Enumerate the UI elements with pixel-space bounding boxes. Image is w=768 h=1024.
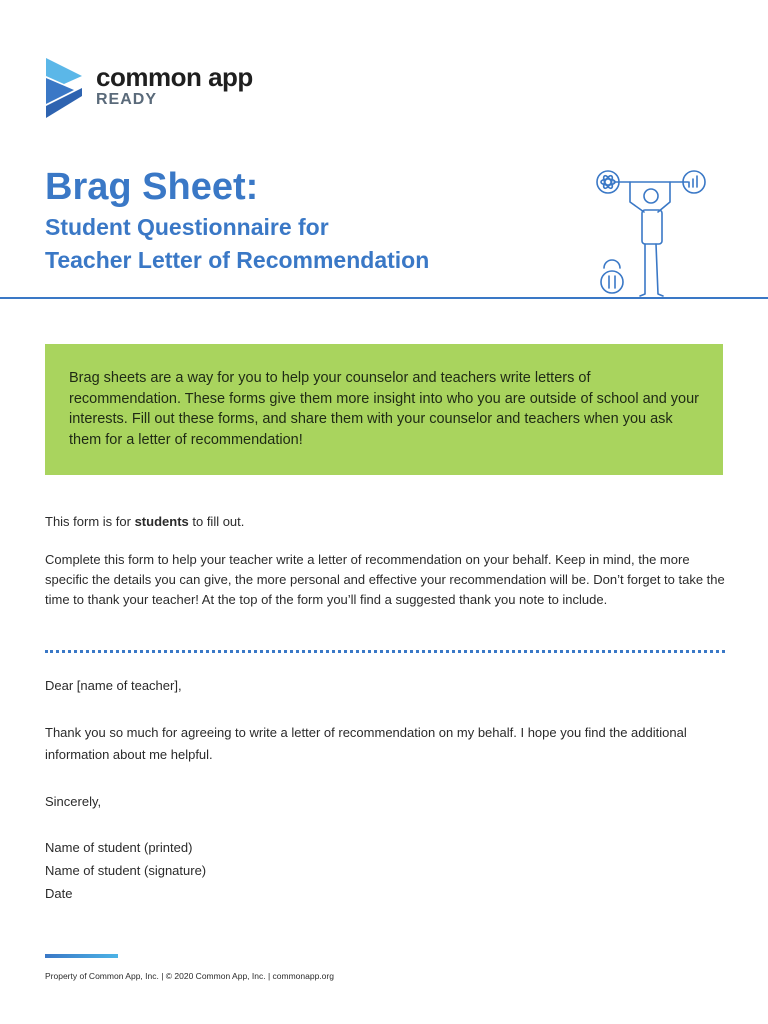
header-divider (0, 297, 768, 299)
common-app-logo-icon (44, 56, 88, 120)
footer-text: Property of Common App, Inc. | © 2020 Common App, Inc. | commonapp.org (45, 971, 334, 981)
instructions-paragraph: Complete this form to help your teacher write a letter of recommendation on your behalf. Keep in mind, the more specific the details you can give, the more personal and effective your recommendation will be. Don’t forget to take the time to thank your teacher! At the top of the form you’ll find a suggested thank you note to include. (45, 552, 725, 607)
dotted-divider (45, 650, 725, 653)
form-for-prefix: This form is for (45, 514, 135, 529)
letter-greeting: Dear [name of teacher], (45, 678, 182, 693)
logo-sub: READY (96, 91, 158, 108)
letter-closing: Sincerely, (45, 794, 102, 809)
subtitle-line-1: Student Questionnaire for (45, 214, 329, 240)
logo-name: common app (96, 62, 253, 92)
student-name-signature: Name of student (signature) (45, 863, 207, 878)
common-app-logo (44, 56, 253, 120)
letter-message: Thank you so much for agreeing to write a letter of recommendation on my behalf. I hope you find the additional information about me helpful. (45, 725, 687, 762)
intro-box (45, 344, 723, 475)
student-name-printed: Name of student (printed) (45, 840, 193, 855)
weightlifter-illustration-icon (590, 160, 720, 300)
page-title: Brag Sheet: (45, 166, 259, 208)
form-for-line (45, 512, 725, 532)
page-subtitle (45, 211, 565, 277)
form-for-bold: students (134, 514, 189, 529)
subtitle-line-2: Teacher Letter of Recommendation (45, 247, 430, 273)
form-for-suffix: to fill out. (188, 514, 245, 529)
intro-text: Brag sheets are a way for you to help your counselor and teachers write letters of recommendation. These forms give them more insight into who you are outside of school and your interests. Fill out these forms, and share them with your counselor and teachers when you ask them for a letter of recommendation! (69, 370, 700, 448)
letter-date: Date (45, 886, 73, 901)
footer-accent-bar (45, 954, 118, 958)
